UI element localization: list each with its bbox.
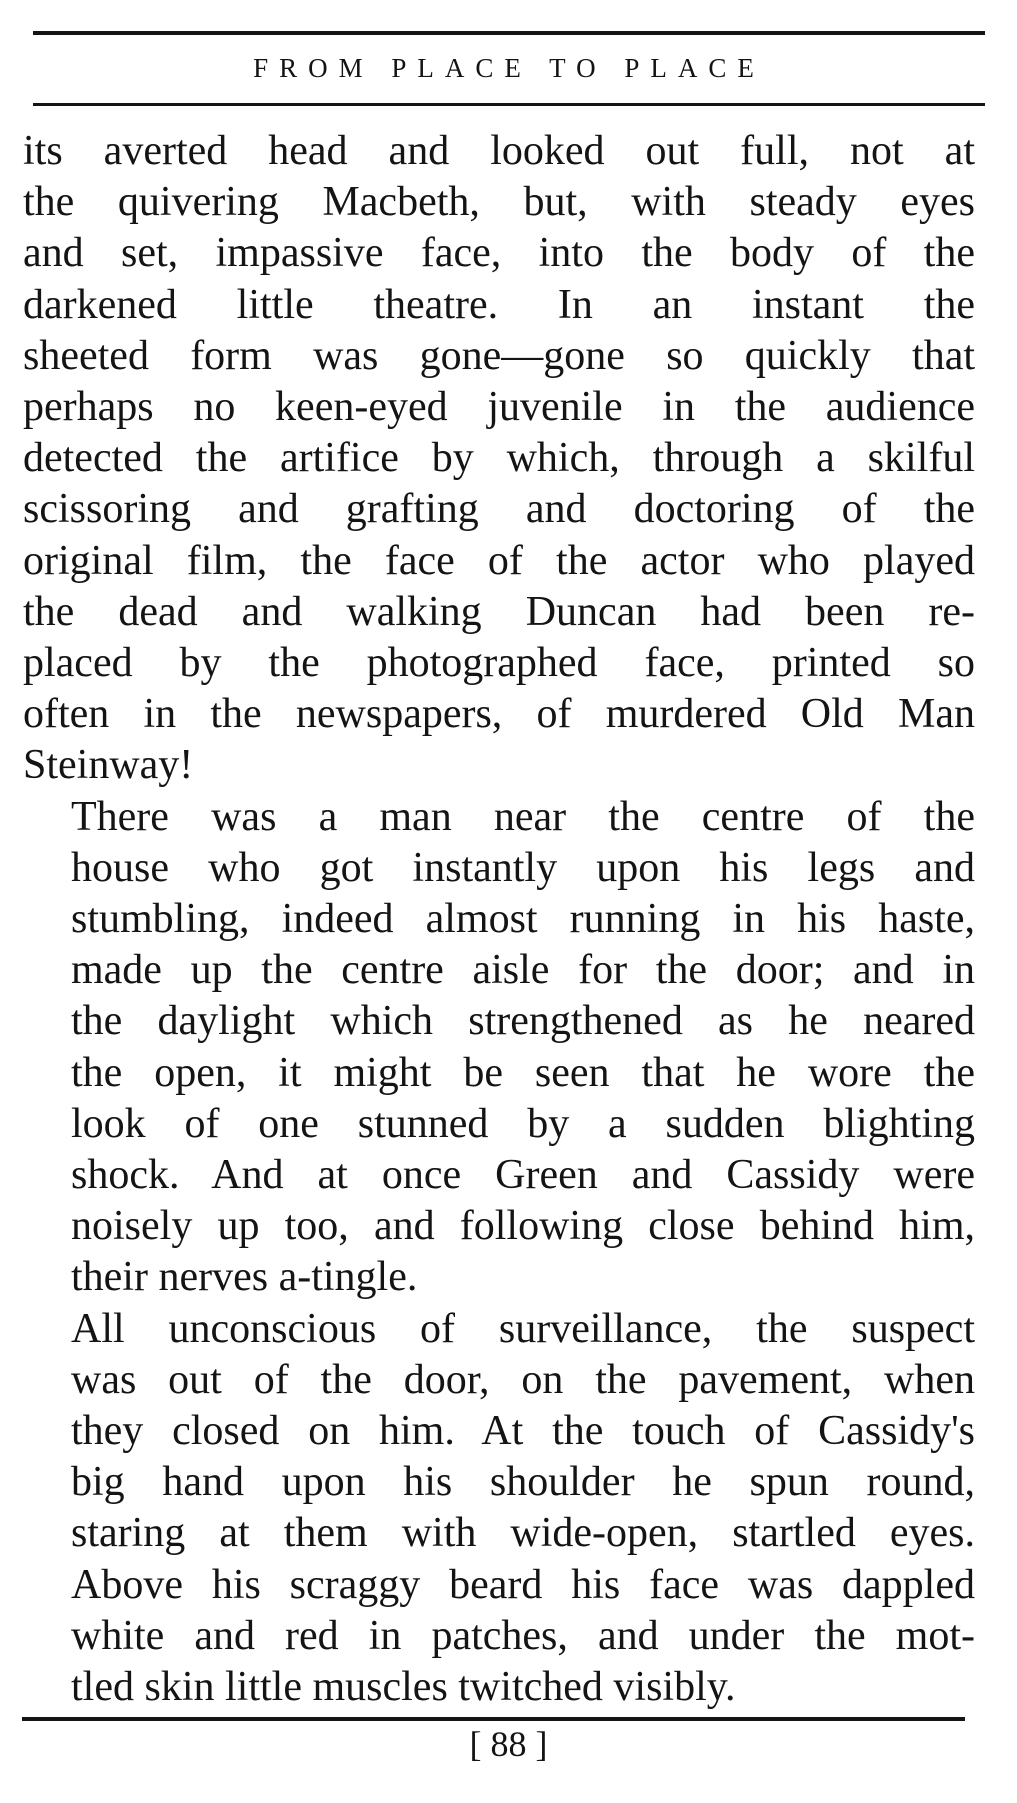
text-line: All unconscious of surveillance, the suspect bbox=[71, 1305, 975, 1352]
text-line: perhaps no keen-eyed juvenile in the audience bbox=[23, 384, 975, 431]
text-line: was out of the door, on the pavement, when bbox=[71, 1356, 975, 1403]
text-line: shock. And at once Green and Cassidy were bbox=[71, 1152, 975, 1199]
text-line: their nerves a-tingle. bbox=[71, 1254, 418, 1301]
text-line: the dead and walking Duncan had been re- bbox=[23, 588, 975, 635]
text-line: house who got instantly upon his legs and bbox=[71, 844, 975, 891]
text-line: placed by the photographed face, printed so bbox=[23, 640, 975, 687]
text-line: There was a man near the centre of the bbox=[71, 793, 975, 840]
text-line: its averted head and looked out full, not at bbox=[23, 128, 975, 174]
text-line: original film, the face of the actor who played bbox=[23, 537, 975, 584]
text-line: the quivering Macbeth, but, with steady eyes bbox=[23, 179, 975, 226]
paragraph bbox=[23, 1304, 975, 1714]
text-line: they closed on him. At the touch of Cassidy's bbox=[71, 1408, 975, 1455]
body-text bbox=[23, 126, 975, 1713]
text-line: noisely up too, and following close behind him, bbox=[71, 1203, 975, 1250]
footer-rule bbox=[22, 1717, 965, 1721]
text-line: sheeted form was gone—gone so quickly that bbox=[23, 332, 975, 379]
text-line: stumbling, indeed almost running in his haste, bbox=[71, 896, 975, 943]
text-line: tled skin little muscles twitched visibly. bbox=[71, 1664, 736, 1711]
paragraph bbox=[23, 792, 975, 1304]
running-head: FROM PLACE TO PLACE bbox=[253, 53, 765, 83]
text-line: big hand upon his shoulder he spun round, bbox=[71, 1459, 975, 1506]
text-line: darkened little theatre. In an instant the bbox=[23, 281, 975, 328]
text-line: and set, impassive face, into the body of the bbox=[23, 230, 975, 277]
text-line: scissoring and grafting and doctoring of the bbox=[23, 486, 975, 533]
page-number: [ 88 ] bbox=[469, 1724, 548, 1764]
text-line: Above his scraggy beard his face was dappled bbox=[71, 1561, 975, 1608]
text-line: Steinway! bbox=[23, 742, 194, 789]
text-line: made up the centre aisle for the door; and in bbox=[71, 947, 975, 994]
text-line: often in the newspapers, of murdered Old Man bbox=[23, 691, 975, 738]
header-top-rule bbox=[33, 31, 985, 35]
paragraph bbox=[23, 126, 975, 792]
text-line: the daylight which strengthened as he neared bbox=[71, 998, 975, 1045]
text-line: the open, it might be seen that he wore the bbox=[71, 1049, 975, 1096]
text-line: staring at them with wide-open, startled eyes. bbox=[71, 1510, 975, 1557]
text-line: white and red in patches, and under the mot- bbox=[71, 1612, 975, 1659]
text-line: look of one stunned by a sudden blighting bbox=[71, 1100, 975, 1147]
header-bottom-rule bbox=[33, 103, 985, 106]
text-line: detected the artifice by which, through a skilful bbox=[23, 435, 975, 482]
